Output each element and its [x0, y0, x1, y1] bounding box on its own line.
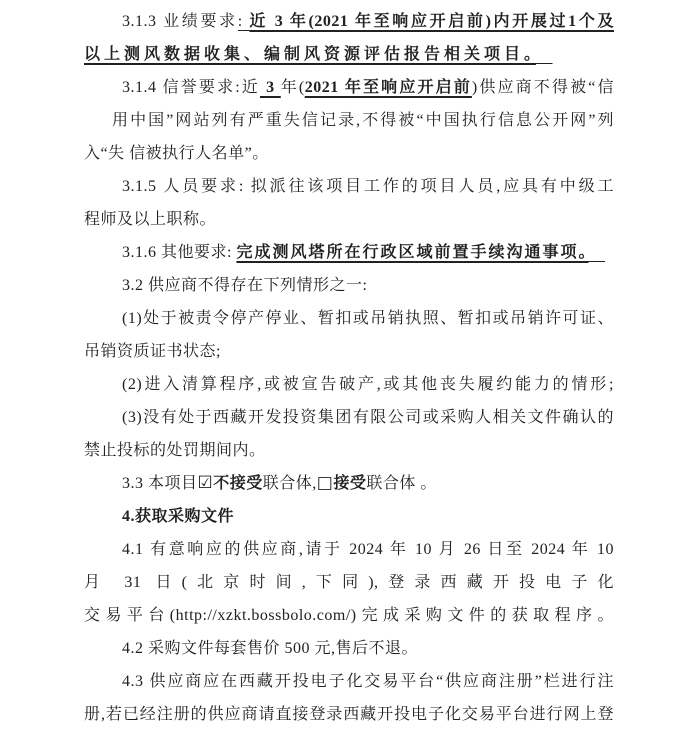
- clause-3-2-item-3-line-2: [84, 434, 614, 467]
- section-4-heading: [84, 500, 614, 533]
- clause-4-3-line-2: [84, 698, 614, 731]
- plain-text: 月 31 日(北京时间,下同),登录西藏开投电子化: [84, 574, 614, 591]
- platform-name: 交易平台: [84, 607, 170, 624]
- clause-4-3-line-1: [84, 665, 614, 698]
- underline-extension: [588, 244, 605, 261]
- option-accept-consortium: 接受: [333, 475, 367, 492]
- list-item-text: 吊销资质证书状态;: [84, 343, 221, 360]
- years-value: 3: [259, 79, 281, 96]
- requirement-text: 完成测风塔所在行政区域前置手续沟通事项。: [236, 244, 589, 261]
- option-no-consortium: 不接受: [213, 475, 263, 492]
- requirement-text: 近 3 年(2021 年至响应开启前)内开展过1个及: [249, 13, 614, 30]
- clause-3-1-4-line-3: [84, 137, 614, 170]
- clause-3-2-item-1-line-1: [84, 302, 614, 335]
- clause-3-1-5-line-1: [84, 170, 614, 203]
- document-body: [84, 5, 614, 731]
- clause-number-and-label: 3.1.5 人员要求: 拟派往该项目工作的项目人员,应具有中级工: [122, 178, 614, 195]
- clause-3-2-item-1-line-2: [84, 335, 614, 368]
- list-item-text: (1)处于被责令停产停业、暂扣或吊销执照、暂扣或吊销许可证、: [122, 310, 614, 327]
- clause-number-and-label: 3.1.4 信誉要求:近: [122, 79, 260, 96]
- plain-text: 入“失 信被执行人名单”。: [84, 145, 269, 162]
- clause-number-and-label: 3.1.6 其他要求:: [122, 244, 237, 261]
- period-value: 2021 年至响应开启前: [304, 79, 472, 96]
- clause-3-1-5-line-2: [84, 203, 614, 236]
- underline-extension: [536, 46, 553, 63]
- list-item-text: (2)进入清算程序,或被宣告破产,或其他丧失履约能力的情形;: [122, 376, 614, 393]
- clause-3-1-4-line-2: [84, 104, 614, 137]
- plain-text: 联合体 。: [366, 475, 437, 492]
- url-text: (http://xzkt.bossbolo.com/): [169, 607, 357, 624]
- clause-number-and-label: 4.1 有意响应的供应商,请于 2024 年 10 月 26 日至 2024 年 10: [122, 541, 614, 558]
- clause-4-1-line-2: [84, 566, 614, 599]
- plain-text: 年(: [280, 79, 305, 96]
- list-item-text: 禁止投标的处罚期间内。: [84, 442, 266, 459]
- colon-separator: :: [237, 13, 250, 30]
- plain-text: 完成采购文件的获取程序。: [356, 607, 614, 624]
- clause-3-2: [84, 269, 614, 302]
- clause-number-and-label: 4.2 采购文件每套售价 500 元,售后不退。: [122, 640, 419, 657]
- section-heading-text: 4.获取采购文件: [122, 508, 235, 525]
- clause-3-3: [84, 467, 614, 500]
- clause-4-2: [84, 632, 614, 665]
- plain-text: 联合体,: [262, 475, 317, 492]
- list-item-text: (3)没有处于西藏开发投资集团有限公司或采购人相关文件确认的: [122, 409, 614, 426]
- clause-4-1-line-3: [84, 599, 614, 632]
- clause-3-1-3-line-1: [84, 5, 614, 38]
- plain-text: )供应商不得被“信: [471, 79, 614, 96]
- checkbox-unchecked-icon: □: [316, 473, 334, 493]
- clause-4-1-line-1: [84, 533, 614, 566]
- plain-text: 用中国”网站列有严重失信记录,不得被“中国执行信息公开网”列: [112, 112, 614, 129]
- checkbox-checked-icon: ☑: [197, 473, 214, 493]
- clause-number-and-label: 3.2 供应商不得存在下列情形之一:: [122, 277, 368, 294]
- clause-3-2-item-3-line-1: [84, 401, 614, 434]
- requirement-text: 以上测风数据收集、编制风资源评估报告相关项目。: [84, 46, 537, 63]
- clause-number-and-label: 4.3 供应商应在西藏开投电子化交易平台“供应商注册”栏进行注: [122, 673, 614, 690]
- clause-3-2-item-2: [84, 368, 614, 401]
- clause-3-1-3-line-2: [84, 38, 614, 71]
- clause-number-and-label: 3.1.3 业绩要求: [122, 13, 238, 30]
- plain-text: 册,若已经注册的供应商请直接登录西藏开投电子化交易平台进行网上登: [84, 706, 614, 723]
- clause-3-1-6: [84, 236, 614, 269]
- clause-number-and-label: 3.3 本项目: [122, 475, 198, 492]
- plain-text: 程师及以上职称。: [84, 211, 217, 228]
- clause-3-1-4-line-1: [84, 71, 614, 104]
